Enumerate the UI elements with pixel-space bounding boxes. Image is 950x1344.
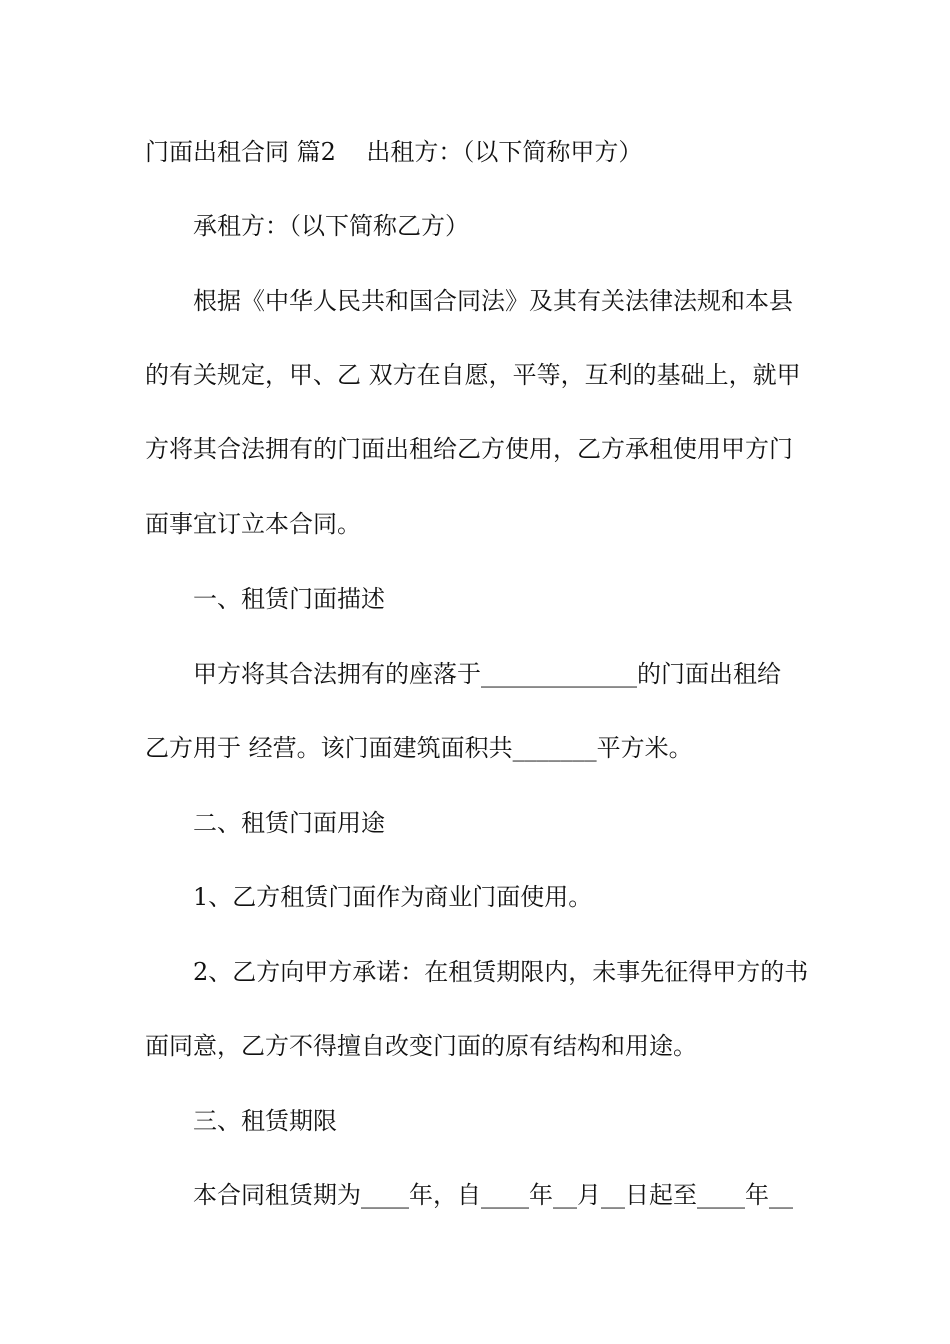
title-line: 门面出租合同 篇2 出租方：（以下简称甲方） (145, 138, 643, 166)
paragraph-line: 面同意，乙方不得擅自改变门面的原有结构和用途。 (145, 1032, 697, 1060)
paragraph-line: 乙方用于 经营。该门面建筑面积共_______平方米。 (145, 734, 693, 762)
section-heading: 一、租赁门面描述 (193, 585, 385, 613)
paragraph-line: 甲方将其合法拥有的座落于_____________的门面出租给 (193, 660, 781, 688)
paragraph-line: 的有关规定，甲、乙 双方在自愿，平等，互利的基础上，就甲 (145, 361, 801, 389)
paragraph-line: 方将其合法拥有的门面出租给乙方使用，乙方承租使用甲方门 (145, 435, 793, 463)
paragraph-line: 1、乙方租赁门面作为商业门面使用。 (193, 883, 593, 911)
section-heading: 二、租赁门面用途 (193, 809, 385, 837)
paragraph-line: 根据《中华人民共和国合同法》及其有关法律法规和本县 (193, 287, 793, 315)
lessee-line: 承租方：（以下简称乙方） (193, 212, 469, 240)
paragraph-line: 本合同租赁期为____年，自____年__月__日起至____年__ (193, 1181, 793, 1209)
paragraph-line: 面事宜订立本合同。 (145, 510, 361, 538)
paragraph-line: 2、乙方向甲方承诺：在租赁期限内，未事先征得甲方的书 (193, 958, 809, 986)
section-heading: 三、租赁期限 (193, 1107, 337, 1135)
